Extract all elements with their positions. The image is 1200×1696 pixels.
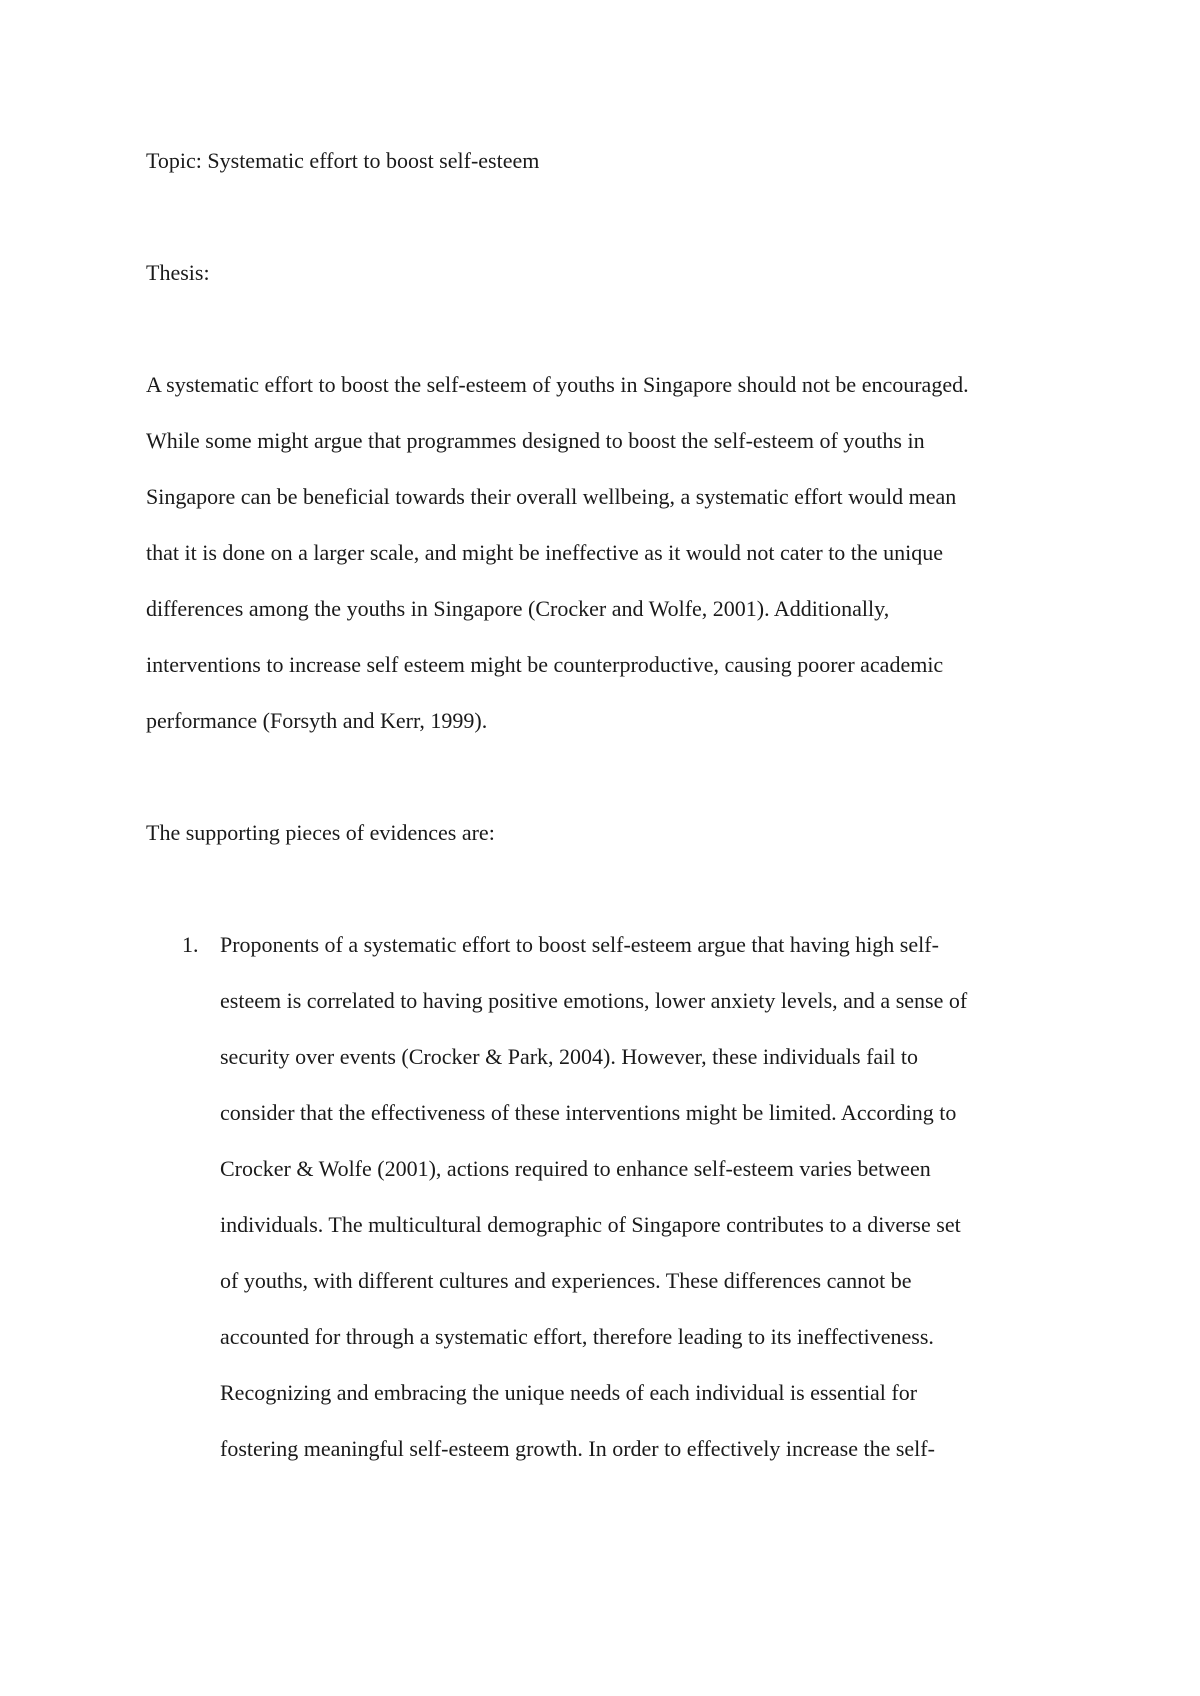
list-item-line: accounted for through a systematic effort, therefore leading to its ineffectiveness. bbox=[220, 1324, 934, 1349]
list-item-line: Crocker & Wolfe (2001), actions required to enhance self-esteem varies between bbox=[220, 1156, 931, 1181]
list-item-line: fostering meaningful self-esteem growth. In order to effectively increase the self- bbox=[220, 1436, 935, 1461]
thesis-line: performance (Forsyth and Kerr, 1999). bbox=[146, 708, 488, 733]
evidence-heading: The supporting pieces of evidences are: bbox=[146, 820, 495, 845]
thesis-line: While some might argue that programmes designed to boost the self-esteem of youths in bbox=[146, 428, 925, 453]
list-item-line: individuals. The multicultural demographic of Singapore contributes to a diverse set bbox=[220, 1212, 961, 1237]
list-item-line: Proponents of a systematic effort to boost self-esteem argue that having high self- bbox=[220, 932, 939, 957]
list-item-line: security over events (Crocker & Park, 2004). However, these individuals fail to bbox=[220, 1044, 919, 1069]
list-item-line: esteem is correlated to having positive emotions, lower anxiety levels, and a sense of bbox=[220, 988, 968, 1013]
list-marker: 1. bbox=[182, 932, 199, 957]
thesis-line: Singapore can be beneficial towards their overall wellbeing, a systematic effort would mean bbox=[146, 484, 957, 509]
list-item-line: Recognizing and embracing the unique needs of each individual is essential for bbox=[220, 1380, 918, 1405]
thesis-line: differences among the youths in Singapore (Crocker and Wolfe, 2001). Additionally, bbox=[146, 596, 890, 621]
list-item-line: consider that the effectiveness of these interventions might be limited. According to bbox=[220, 1100, 957, 1125]
thesis-line: that it is done on a larger scale, and might be ineffective as it would not cater to the unique bbox=[146, 540, 944, 565]
thesis-line: interventions to increase self esteem might be counterproductive, causing poorer academic bbox=[146, 652, 944, 677]
topic-line: Topic: Systematic effort to boost self-esteem bbox=[146, 148, 540, 173]
thesis-heading: Thesis: bbox=[146, 260, 210, 285]
list-item-line: of youths, with different cultures and experiences. These differences cannot be bbox=[220, 1268, 912, 1293]
thesis-line: A systematic effort to boost the self-esteem of youths in Singapore should not be encouraged. bbox=[146, 372, 969, 397]
